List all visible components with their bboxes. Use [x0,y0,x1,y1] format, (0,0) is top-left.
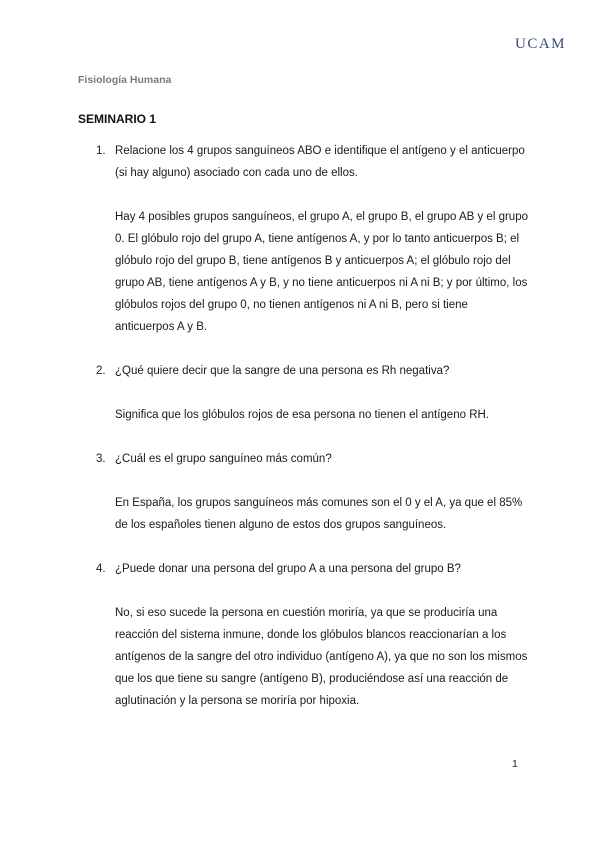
question-item-4 [78,558,528,712]
ucam-logo: UCAM [514,36,566,52]
question-text: ¿Cuál es el grupo sanguíneo más común? [115,453,332,465]
question-number: 1. [96,145,106,157]
answer-text: Significa que los glóbulos rojos de esa persona no tienen el antígeno RH. [115,409,489,421]
answer-text: Hay 4 posibles grupos sanguíneos, el grupo A, el grupo B, el grupo AB y el grupo 0. El glóbulo rojo del grupo A, tiene antígenos A, y por lo tanto anticuerpos B; el glóbulo rojo del grupo B, tiene antígenos B y anticuerpos A; el glóbulo rojo del grupo AB, tiene antígenos A y B, y no tiene anticuerpos ni A ni B; y por último, los glóbulos rojos del grupo 0, no tienen antígenos ni A ni B, pero si tiene anticuerpos A y B. [115,211,528,333]
subject-header: Fisiología Humana [78,74,172,86]
answer-text: No, si eso sucede la persona en cuestión moriría, ya que se produciría una reacción del sistema inmune, donde los glóbulos blancos reaccionarían a los antígenos de la sangre del otro individuo (antígeno A), ya que no son los mismos que los que tiene su sangre (antígeno B), produciéndose así una reacción de aglutinación y la persona se moriría por hipoxia. [115,607,528,707]
page-title: SEMINARIO 1 [78,112,157,126]
question-text: Relacione los 4 grupos sanguíneos ABO e identifique el antígeno y el anticuerpo (si hay alguno) asociado con cada uno de ellos. [115,145,525,179]
question-text: ¿Puede donar una persona del grupo A a una persona del grupo B? [115,563,461,575]
page-number: 1 [512,758,518,770]
question-list [78,140,528,712]
answer-text: En España, los grupos sanguíneos más comunes son el 0 y el A, ya que el 85% de los españoles tienen alguno de estos dos grupos sanguíneos. [115,497,523,531]
question-number: 2. [96,365,106,377]
question-item-1 [78,140,528,338]
question-number: 3. [96,453,106,465]
question-item-2 [78,360,528,426]
question-number: 4. [96,563,106,575]
question-item-3 [78,448,528,536]
question-text: ¿Qué quiere decir que la sangre de una persona es Rh negativa? [115,365,450,377]
